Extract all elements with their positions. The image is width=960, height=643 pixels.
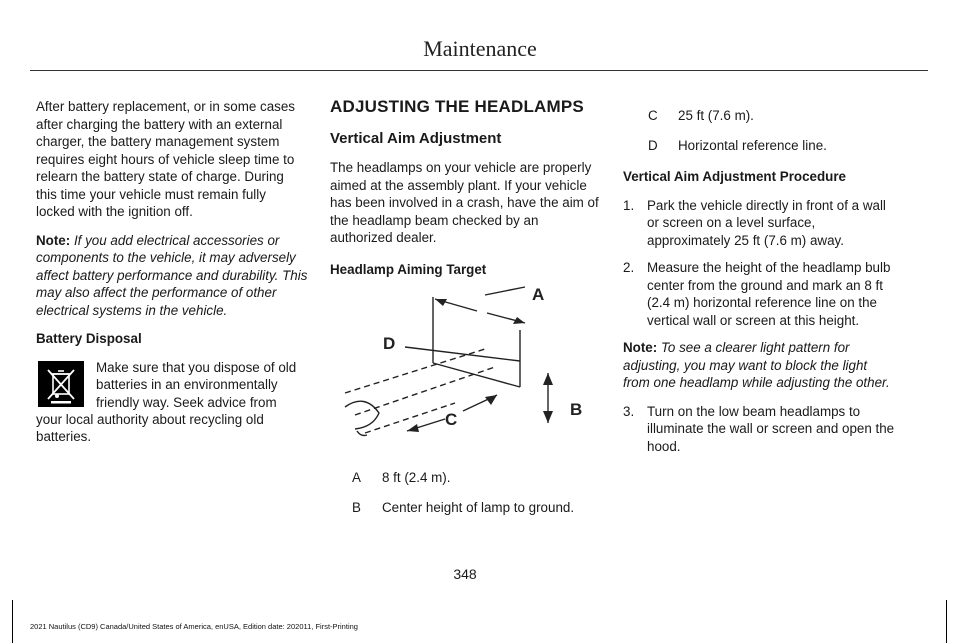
middle-column (330, 98, 602, 289)
disposal-text-lines (96, 359, 310, 412)
crop-mark-bottom-right (946, 600, 947, 643)
headlamp-aim-paragraph: The headlamps on your vehicle are properly aimed at the assembly plant. If your vehicle has been involved in a crash, have the aim of the headlamp beam checked by an authorized dealer. (330, 160, 599, 245)
beam-lower (355, 367, 495, 415)
arrowhead-b-top (543, 373, 553, 385)
arrowhead-b-bottom (543, 411, 553, 423)
legend-value: 8 ft (2.4 m). (382, 470, 451, 485)
diagram-label-c: C (445, 410, 458, 429)
figure-caption: Headlamp Aiming Target (330, 261, 487, 277)
legend-key: A (352, 470, 361, 485)
procedure-heading: Vertical Aim Adjustment Procedure (623, 169, 846, 184)
section-title: ADJUSTING THE HEADLAMPS (330, 97, 584, 116)
edition-footer: 2021 Nautilus (CD9) Canada/United States of America, enUSA, Edition date: 202011, First-Printing (30, 622, 358, 631)
adjusting-note (623, 339, 895, 392)
disposal-text-rest: your local authority about recycling old batteries. (36, 411, 264, 444)
step-text: Park the vehicle directly in front of a wall or screen on a level surface, approximately 25 ft (7.6 m) away. (647, 197, 886, 248)
diagram-label-b: B (570, 400, 583, 419)
note-label: Note: (623, 340, 658, 355)
right-column (623, 107, 895, 465)
legend-value: Horizontal reference line. (678, 137, 827, 153)
diagram-label-a: A (532, 285, 545, 304)
procedure-step (623, 403, 895, 456)
step-text: Turn on the low beam headlamps to illuminate the wall or screen and open the hood. (647, 403, 895, 454)
legend-row (352, 499, 602, 517)
legend-row (352, 469, 602, 487)
electrical-note (36, 232, 308, 320)
disposal-line: friendly way. Seek advice from (96, 394, 277, 410)
battery-relearn-paragraph: After battery replacement, or in some cases after charging the battery with an external charger, the battery management system requires eight hours of vehicle sleep time to relearn the battery state of charge. During this time your vehicle must remain fully locked with the ignition off. (36, 99, 295, 219)
disposal-line: Make sure that you dispose of old (96, 359, 297, 375)
step-text: Measure the height of the headlamp bulb center from the ground and mark an 8 ft (2.4 m) horizontal reference line on the vertical wall or screen at this height. (647, 260, 891, 328)
page-header-title: Maintenance (423, 36, 537, 61)
legend-value: 25 ft (7.6 m). (678, 108, 754, 123)
headlamp-aiming-diagram (335, 275, 605, 450)
battery-disposal-heading: Battery Disposal (36, 331, 142, 346)
procedure-step (623, 259, 895, 329)
crop-mark-bottom-left (12, 600, 13, 643)
header-divider (30, 70, 928, 71)
procedure-step (623, 197, 895, 250)
recycling-bin-icon (38, 361, 84, 407)
legend-key: D (648, 137, 658, 153)
disposal-block (36, 359, 308, 411)
car-headlamp-outline (345, 401, 379, 429)
page-number: 348 (453, 566, 477, 582)
diagram-legend-ab (352, 469, 602, 528)
step-number: 2. (623, 260, 635, 275)
note-text: To see a clearer light pattern for adjusting, you may want to block the light from one headlamp while adjusting the other. (623, 340, 890, 390)
arrowhead-c-left (407, 424, 419, 432)
step-number: 1. (623, 197, 635, 213)
diagram-legend-cd (623, 107, 895, 154)
diagram-label-d: D (383, 334, 396, 353)
legend-key: B (352, 499, 361, 515)
note-label: Note: (36, 232, 71, 248)
legend-key: C (648, 108, 658, 123)
disposal-line: batteries in an environmentally (96, 377, 278, 392)
step-number: 3. (623, 403, 635, 419)
note-text: If you add electrical accessories or components to the vehicle, it may adversely affect battery performance and durability. This may also affect the performance of other electrical systems in the vehicle. (36, 232, 308, 318)
wall-bottom-edge (433, 363, 520, 387)
legend-row (648, 137, 895, 155)
reference-line-d (405, 347, 520, 361)
legend-value: Center height of lamp to ground. (382, 499, 575, 515)
subsection-title: Vertical Aim Adjustment (330, 129, 502, 147)
left-column (36, 98, 308, 446)
legend-row (648, 107, 895, 125)
